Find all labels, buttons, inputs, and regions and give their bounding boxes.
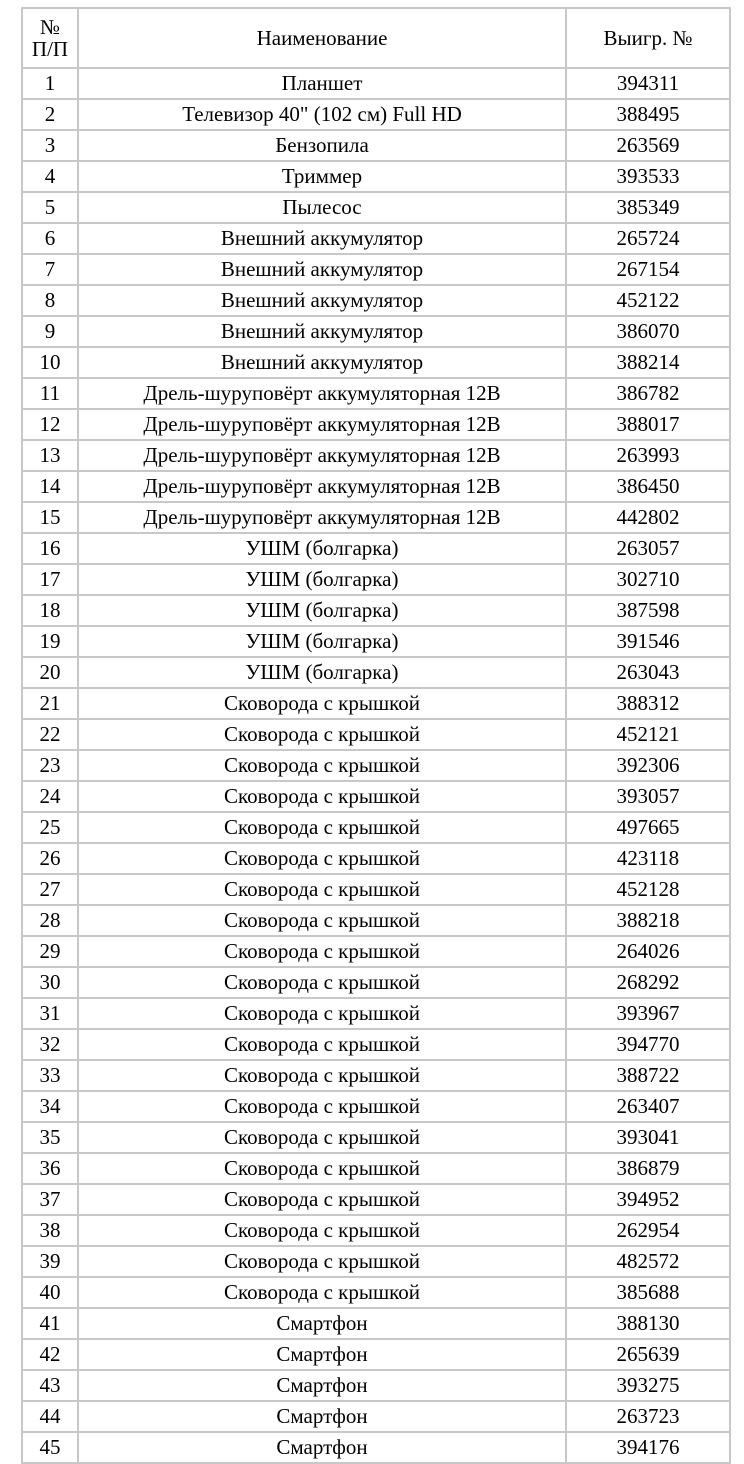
item-name-cell: Внешний аккумулятор [78,254,566,285]
row-number-cell: 30 [22,967,78,998]
item-name-cell: Смартфон [78,1401,566,1432]
table-row [22,502,730,533]
item-name-cell: Сковорода с крышкой [78,1029,566,1060]
ticket-number-cell: 452121 [566,719,730,750]
ticket-number-cell: 263407 [566,1091,730,1122]
ticket-number-cell: 394770 [566,1029,730,1060]
ticket-number-cell: 452128 [566,874,730,905]
ticket-number-cell: 394311 [566,68,730,99]
item-name-cell: УШМ (болгарка) [78,564,566,595]
row-number-cell: 1 [22,68,78,99]
table-row [22,1277,730,1308]
row-number-cell: 12 [22,409,78,440]
table-row [22,1091,730,1122]
row-number-cell: 8 [22,285,78,316]
ticket-number-cell: 388130 [566,1308,730,1339]
ticket-number-cell: 263723 [566,1401,730,1432]
table-row [22,781,730,812]
header-name: Наименование [78,8,566,68]
item-name-cell: Сковорода с крышкой [78,812,566,843]
row-number-cell: 28 [22,905,78,936]
row-number-cell: 33 [22,1060,78,1091]
row-number-cell: 26 [22,843,78,874]
ticket-number-cell: 385688 [566,1277,730,1308]
ticket-number-cell: 393057 [566,781,730,812]
row-number-cell: 27 [22,874,78,905]
ticket-number-cell: 388722 [566,1060,730,1091]
table-row [22,626,730,657]
item-name-cell: Сковорода с крышкой [78,1153,566,1184]
row-number-cell: 23 [22,750,78,781]
ticket-number-cell: 262954 [566,1215,730,1246]
row-number-cell: 13 [22,440,78,471]
row-number-cell: 3 [22,130,78,161]
row-number-cell: 34 [22,1091,78,1122]
ticket-number-cell: 263993 [566,440,730,471]
row-number-cell: 40 [22,1277,78,1308]
table-row [22,378,730,409]
table-row [22,967,730,998]
row-number-cell: 4 [22,161,78,192]
ticket-number-cell: 388218 [566,905,730,936]
item-name-cell: Сковорода с крышкой [78,1277,566,1308]
row-number-cell: 36 [22,1153,78,1184]
ticket-number-cell: 423118 [566,843,730,874]
row-number-cell: 41 [22,1308,78,1339]
ticket-number-cell: 393275 [566,1370,730,1401]
table-row [22,1184,730,1215]
item-name-cell: Дрель-шуруповёрт аккумуляторная 12В [78,409,566,440]
table-row [22,316,730,347]
ticket-number-cell: 388495 [566,99,730,130]
row-number-cell: 20 [22,657,78,688]
row-number-cell: 15 [22,502,78,533]
ticket-number-cell: 388214 [566,347,730,378]
table-row [22,750,730,781]
ticket-number-cell: 263043 [566,657,730,688]
table-row [22,161,730,192]
item-name-cell: Пылесос [78,192,566,223]
row-number-cell: 45 [22,1432,78,1463]
table-body [22,68,730,1463]
ticket-number-cell: 393533 [566,161,730,192]
item-name-cell: Сковорода с крышкой [78,1060,566,1091]
item-name-cell: Сковорода с крышкой [78,936,566,967]
item-name-cell: Сковорода с крышкой [78,1122,566,1153]
item-name-cell: Сковорода с крышкой [78,1091,566,1122]
row-number-cell: 42 [22,1339,78,1370]
item-name-cell: Смартфон [78,1308,566,1339]
row-number-cell: 43 [22,1370,78,1401]
table-row [22,68,730,99]
table-row [22,1215,730,1246]
item-name-cell: Сковорода с крышкой [78,874,566,905]
table-row [22,595,730,626]
item-name-cell: Сковорода с крышкой [78,688,566,719]
header-number-line1: № [39,15,61,39]
row-number-cell: 19 [22,626,78,657]
item-name-cell: Сковорода с крышкой [78,967,566,998]
item-name-cell: Внешний аккумулятор [78,316,566,347]
header-number [22,8,78,68]
item-name-cell: Сковорода с крышкой [78,1246,566,1277]
item-name-cell: Сковорода с крышкой [78,1215,566,1246]
table-row [22,1029,730,1060]
table-row [22,719,730,750]
ticket-number-cell: 452122 [566,285,730,316]
item-name-cell: Триммер [78,161,566,192]
table-row [22,812,730,843]
table-row [22,1153,730,1184]
table-row [22,192,730,223]
ticket-number-cell: 392306 [566,750,730,781]
table-row [22,99,730,130]
ticket-number-cell: 482572 [566,1246,730,1277]
row-number-cell: 44 [22,1401,78,1432]
row-number-cell: 35 [22,1122,78,1153]
table-row [22,1432,730,1463]
table-row [22,1339,730,1370]
ticket-number-cell: 263569 [566,130,730,161]
item-name-cell: Дрель-шуруповёрт аккумуляторная 12В [78,502,566,533]
table-row [22,936,730,967]
table-row [22,533,730,564]
ticket-number-cell: 391546 [566,626,730,657]
item-name-cell: Смартфон [78,1370,566,1401]
ticket-number-cell: 386782 [566,378,730,409]
table-row [22,223,730,254]
item-name-cell: УШМ (болгарка) [78,657,566,688]
item-name-cell: Сковорода с крышкой [78,750,566,781]
row-number-cell: 21 [22,688,78,719]
table-row [22,564,730,595]
ticket-number-cell: 387598 [566,595,730,626]
item-name-cell: УШМ (болгарка) [78,595,566,626]
row-number-cell: 25 [22,812,78,843]
ticket-number-cell: 267154 [566,254,730,285]
table-row [22,285,730,316]
table-row [22,874,730,905]
ticket-number-cell: 394176 [566,1432,730,1463]
header-number-line2: П/П [31,37,69,61]
ticket-number-cell: 393967 [566,998,730,1029]
table-row [22,688,730,719]
item-name-cell: Внешний аккумулятор [78,347,566,378]
table-row [22,254,730,285]
ticket-number-cell: 388312 [566,688,730,719]
row-number-cell: 7 [22,254,78,285]
row-number-cell: 31 [22,998,78,1029]
item-name-cell: Дрель-шуруповёрт аккумуляторная 12В [78,378,566,409]
ticket-number-cell: 385349 [566,192,730,223]
row-number-cell: 37 [22,1184,78,1215]
table-row [22,1308,730,1339]
table-row [22,1060,730,1091]
item-name-cell: Внешний аккумулятор [78,223,566,254]
ticket-number-cell: 264026 [566,936,730,967]
row-number-cell: 39 [22,1246,78,1277]
item-name-cell: УШМ (болгарка) [78,533,566,564]
table-row [22,1370,730,1401]
ticket-number-cell: 442802 [566,502,730,533]
item-name-cell: Сковорода с крышкой [78,905,566,936]
ticket-number-cell: 393041 [566,1122,730,1153]
ticket-number-cell: 302710 [566,564,730,595]
item-name-cell: Планшет [78,68,566,99]
row-number-cell: 17 [22,564,78,595]
item-name-cell: УШМ (болгарка) [78,626,566,657]
row-number-cell: 22 [22,719,78,750]
item-name-cell: Сковорода с крышкой [78,1184,566,1215]
row-number-cell: 14 [22,471,78,502]
table-row [22,1401,730,1432]
header-row [22,8,730,68]
row-number-cell: 18 [22,595,78,626]
table-row [22,1122,730,1153]
item-name-cell: Телевизор 40" (102 см) Full HD [78,99,566,130]
item-name-cell: Бензопила [78,130,566,161]
row-number-cell: 38 [22,1215,78,1246]
table-header [22,8,730,68]
row-number-cell: 16 [22,533,78,564]
row-number-cell: 29 [22,936,78,967]
ticket-number-cell: 263057 [566,533,730,564]
table-row [22,347,730,378]
ticket-number-cell: 388017 [566,409,730,440]
ticket-number-cell: 394952 [566,1184,730,1215]
ticket-number-cell: 386070 [566,316,730,347]
table-row [22,440,730,471]
table-row [22,130,730,161]
row-number-cell: 6 [22,223,78,254]
table-row [22,905,730,936]
row-number-cell: 11 [22,378,78,409]
prize-table [21,7,731,1464]
item-name-cell: Сковорода с крышкой [78,843,566,874]
ticket-number-cell: 497665 [566,812,730,843]
table-row [22,657,730,688]
item-name-cell: Сковорода с крышкой [78,781,566,812]
item-name-cell: Внешний аккумулятор [78,285,566,316]
item-name-cell: Смартфон [78,1432,566,1463]
ticket-number-cell: 386450 [566,471,730,502]
ticket-number-cell: 265639 [566,1339,730,1370]
table-row [22,843,730,874]
row-number-cell: 24 [22,781,78,812]
table-row [22,471,730,502]
item-name-cell: Сковорода с крышкой [78,998,566,1029]
row-number-cell: 32 [22,1029,78,1060]
row-number-cell: 10 [22,347,78,378]
ticket-number-cell: 268292 [566,967,730,998]
item-name-cell: Дрель-шуруповёрт аккумуляторная 12В [78,471,566,502]
header-ticket: Выигр. № [566,8,730,68]
item-name-cell: Смартфон [78,1339,566,1370]
ticket-number-cell: 265724 [566,223,730,254]
item-name-cell: Сковорода с крышкой [78,719,566,750]
row-number-cell: 9 [22,316,78,347]
table-row [22,998,730,1029]
table-row [22,409,730,440]
ticket-number-cell: 386879 [566,1153,730,1184]
row-number-cell: 2 [22,99,78,130]
row-number-cell: 5 [22,192,78,223]
item-name-cell: Дрель-шуруповёрт аккумуляторная 12В [78,440,566,471]
table-row [22,1246,730,1277]
